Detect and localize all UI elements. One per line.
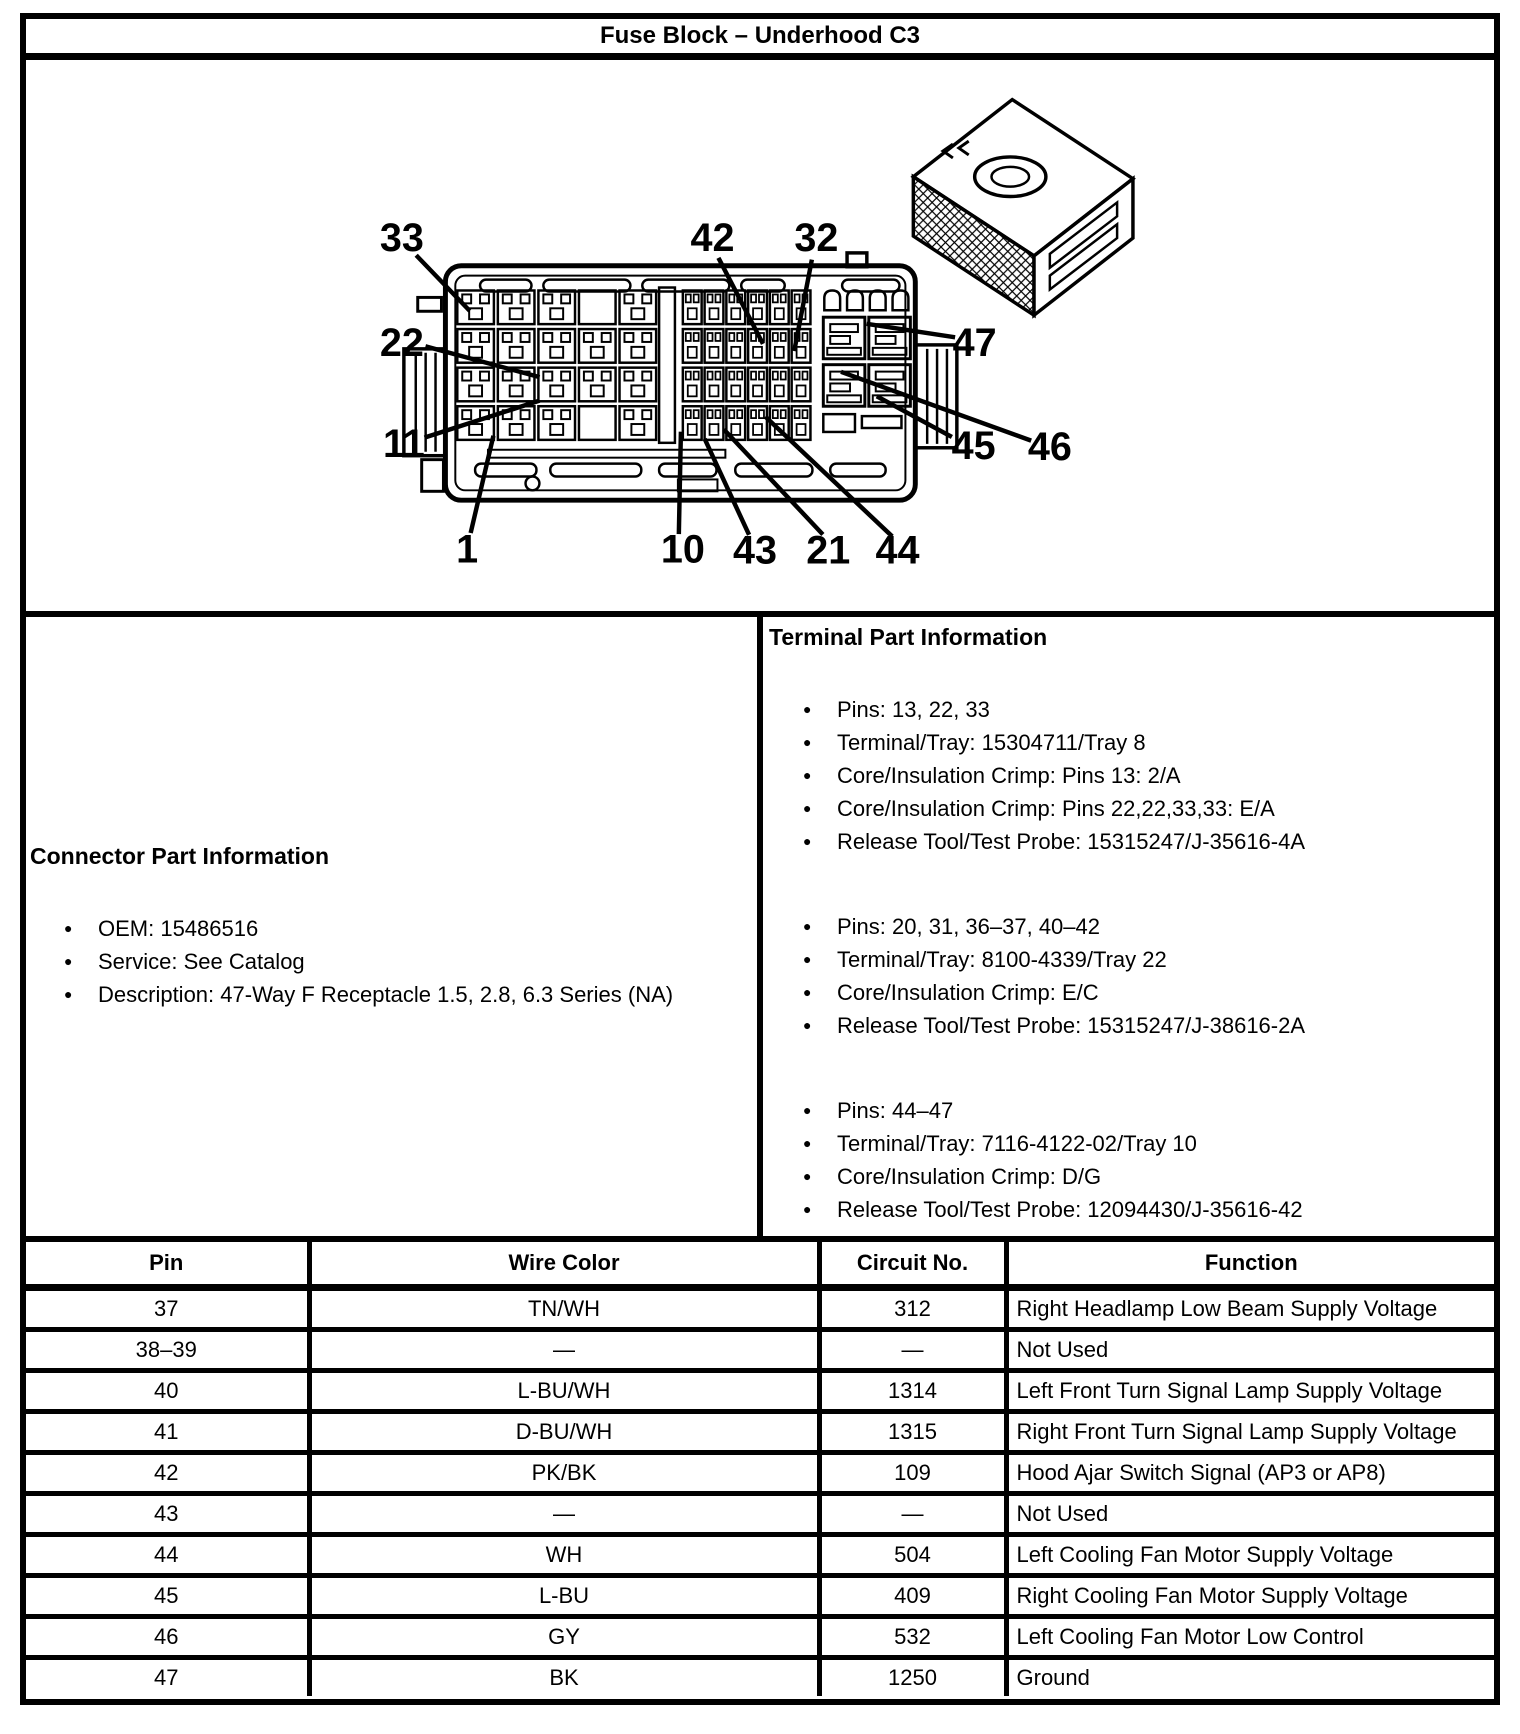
pin-table-row xyxy=(26,1576,1494,1617)
pin-callout-label: 32 xyxy=(794,216,839,261)
connector-part-info-list xyxy=(30,912,757,1011)
bullet-icon: ● xyxy=(803,1168,812,1184)
bullet-text: Pins: 44–47 xyxy=(837,1098,954,1123)
bullet-item xyxy=(769,976,1494,1009)
bullet-icon: ● xyxy=(803,701,812,717)
pin-table-row xyxy=(26,1330,1494,1371)
callout-line xyxy=(706,441,749,533)
info-section xyxy=(26,617,1494,1242)
pin-table-row xyxy=(26,1494,1494,1535)
callout-line xyxy=(471,438,493,531)
wire-color-cell: — xyxy=(309,1494,819,1535)
bullet-icon: ● xyxy=(803,1201,812,1217)
circuit-no-cell: 312 xyxy=(819,1288,1006,1330)
bullet-item xyxy=(769,825,1494,858)
circuit-no-cell: 1315 xyxy=(819,1412,1006,1453)
callout-line xyxy=(679,434,681,532)
pin-table-row xyxy=(26,1453,1494,1494)
bullet-icon: ● xyxy=(64,920,73,936)
wire-color-cell: PK/BK xyxy=(309,1453,819,1494)
bullet-text: Release Tool/Test Probe: 15315247/J-38616-2A xyxy=(837,1013,1306,1038)
circuit-no-cell: 109 xyxy=(819,1453,1006,1494)
bullet-text: Pins: 20, 31, 36–37, 40–42 xyxy=(837,914,1100,939)
bullet-text: Terminal/Tray: 15304711/Tray 8 xyxy=(837,730,1146,755)
pin-callout-label: 46 xyxy=(1027,424,1072,469)
function-cell: Right Front Turn Signal Lamp Supply Voltage xyxy=(1006,1412,1494,1453)
bullet-text: Terminal/Tray: 8100-4339/Tray 22 xyxy=(837,947,1167,972)
bullet-item xyxy=(769,1127,1494,1160)
bullet-item xyxy=(769,1009,1494,1042)
bullet-text: Release Tool/Test Probe: 15315247/J-35616-4A xyxy=(837,829,1306,854)
pin-cell: 42 xyxy=(26,1453,309,1494)
bullet-icon: ● xyxy=(803,918,812,934)
pin-table xyxy=(26,1242,1494,1696)
pin-cell: 40 xyxy=(26,1371,309,1412)
function-cell: Left Front Turn Signal Lamp Supply Voltage xyxy=(1006,1371,1494,1412)
pin-cell: 47 xyxy=(26,1658,309,1697)
bullet-item xyxy=(30,978,757,1011)
pin-table-row xyxy=(26,1535,1494,1576)
bullet-icon: ● xyxy=(64,986,73,1002)
terminal-part-info-panel xyxy=(763,617,1494,1236)
wire-color-cell: GY xyxy=(309,1617,819,1658)
pin-callout-label: 44 xyxy=(875,528,920,573)
bullet-icon: ● xyxy=(803,984,812,1000)
pin-callout-label: 1 xyxy=(456,527,479,572)
pin-cell: 43 xyxy=(26,1494,309,1535)
pin-table-row xyxy=(26,1617,1494,1658)
bullet-text: Terminal/Tray: 7116-4122-02/Tray 10 xyxy=(837,1131,1197,1156)
pin-table-row xyxy=(26,1412,1494,1453)
pin-cell: 37 xyxy=(26,1288,309,1330)
connector-part-info-panel xyxy=(26,617,763,1236)
pin-table-column-header: Wire Color xyxy=(309,1242,819,1288)
terminal-part-info-heading: Terminal Part Information xyxy=(769,624,1048,650)
bullet-text: Description: 47-Way F Receptacle 1.5, 2.8, 6.3 Series (NA) xyxy=(98,982,674,1007)
wire-color-cell: BK xyxy=(309,1658,819,1697)
bullet-item xyxy=(30,945,757,978)
bullet-item xyxy=(769,1094,1494,1127)
bullet-icon: ● xyxy=(803,833,812,849)
function-cell: Ground xyxy=(1006,1658,1494,1697)
bullet-item xyxy=(769,726,1494,759)
circuit-no-cell: 409 xyxy=(819,1576,1006,1617)
pin-table-column-header: Pin xyxy=(26,1242,309,1288)
bullet-text: Release Tool/Test Probe: 12094430/J-35616-42 xyxy=(837,1197,1303,1222)
wire-color-cell: TN/WH xyxy=(309,1288,819,1330)
bullet-icon: ● xyxy=(803,1135,812,1151)
bullet-icon: ● xyxy=(803,800,812,816)
function-cell: Not Used xyxy=(1006,1494,1494,1535)
pin-table-column-header: Function xyxy=(1006,1242,1494,1288)
circuit-no-cell: — xyxy=(819,1330,1006,1371)
terminal-info-group xyxy=(769,693,1494,858)
bullet-item xyxy=(769,693,1494,726)
pin-callout-label: 43 xyxy=(733,528,778,573)
pin-callout-label: 42 xyxy=(690,216,735,261)
wire-color-cell: D-BU/WH xyxy=(309,1412,819,1453)
bullet-item xyxy=(769,759,1494,792)
function-cell: Left Cooling Fan Motor Supply Voltage xyxy=(1006,1535,1494,1576)
bullet-text: Core/Insulation Crimp: D/G xyxy=(837,1164,1102,1189)
pin-callout-label: 10 xyxy=(660,527,705,572)
wire-color-cell: L-BU xyxy=(309,1576,819,1617)
bullet-item xyxy=(769,1160,1494,1193)
connector-diagram xyxy=(26,60,1494,611)
circuit-no-cell: — xyxy=(819,1494,1006,1535)
pin-callout-label: 11 xyxy=(382,421,425,466)
terminal-info-group xyxy=(769,1094,1494,1226)
function-cell: Not Used xyxy=(1006,1330,1494,1371)
terminal-info-group xyxy=(769,910,1494,1042)
bullet-item xyxy=(769,943,1494,976)
pin-cell: 38–39 xyxy=(26,1330,309,1371)
wire-color-cell: WH xyxy=(309,1535,819,1576)
pin-table-row xyxy=(26,1288,1494,1330)
function-cell: Hood Ajar Switch Signal (AP3 or AP8) xyxy=(1006,1453,1494,1494)
pin-callout-label: 22 xyxy=(379,320,424,365)
pin-callout-label: 47 xyxy=(952,320,997,365)
wire-color-cell: L-BU/WH xyxy=(309,1371,819,1412)
bullet-icon: ● xyxy=(803,951,812,967)
terminal-part-info-list xyxy=(769,693,1494,1226)
circuit-no-cell: 1314 xyxy=(819,1371,1006,1412)
pin-callout-label: 33 xyxy=(379,216,424,261)
bullet-icon: ● xyxy=(803,1017,812,1033)
document-frame xyxy=(20,13,1500,1705)
pin-cell: 44 xyxy=(26,1535,309,1576)
function-cell: Left Cooling Fan Motor Low Control xyxy=(1006,1617,1494,1658)
circuit-no-cell: 1250 xyxy=(819,1658,1006,1697)
bullet-icon: ● xyxy=(803,767,812,783)
pin-cell: 41 xyxy=(26,1412,309,1453)
pin-table-row xyxy=(26,1658,1494,1697)
bullet-text: Core/Insulation Crimp: E/C xyxy=(837,980,1099,1005)
wire-color-cell: — xyxy=(309,1330,819,1371)
bullet-icon: ● xyxy=(64,953,73,969)
terminal-cavity-grid xyxy=(457,290,910,439)
bullet-text: Core/Insulation Crimp: Pins 13: 2/A xyxy=(837,763,1181,788)
document-title-bar xyxy=(26,19,1494,60)
bullet-icon: ● xyxy=(803,734,812,750)
pin-table-column-header: Circuit No. xyxy=(819,1242,1006,1288)
bullet-text: Core/Insulation Crimp: Pins 22,22,33,33: E/A xyxy=(837,796,1275,821)
connector-3d-view xyxy=(913,100,1133,316)
pin-callout-label: 45 xyxy=(951,423,996,468)
pin-table-header-row xyxy=(26,1242,1494,1288)
function-cell: Right Headlamp Low Beam Supply Voltage xyxy=(1006,1288,1494,1330)
bullet-item xyxy=(769,792,1494,825)
function-cell: Right Cooling Fan Motor Supply Voltage xyxy=(1006,1576,1494,1617)
connector-part-info-heading: Connector Part Information xyxy=(30,843,330,869)
bullet-text: Pins: 13, 22, 33 xyxy=(837,697,990,722)
bullet-item xyxy=(769,910,1494,943)
pin-cell: 46 xyxy=(26,1617,309,1658)
circuit-no-cell: 504 xyxy=(819,1535,1006,1576)
bullet-text: OEM: 15486516 xyxy=(98,916,259,941)
pin-table-row xyxy=(26,1371,1494,1412)
circuit-no-cell: 532 xyxy=(819,1617,1006,1658)
diagram-section xyxy=(26,60,1494,617)
page-title: Fuse Block – Underhood C3 xyxy=(599,22,921,49)
bullet-item xyxy=(769,1193,1494,1226)
bullet-icon: ● xyxy=(803,1102,812,1118)
bullet-text: Service: See Catalog xyxy=(98,949,305,974)
pin-callout-label: 21 xyxy=(806,528,851,573)
bullet-item xyxy=(30,912,757,945)
pin-cell: 45 xyxy=(26,1576,309,1617)
